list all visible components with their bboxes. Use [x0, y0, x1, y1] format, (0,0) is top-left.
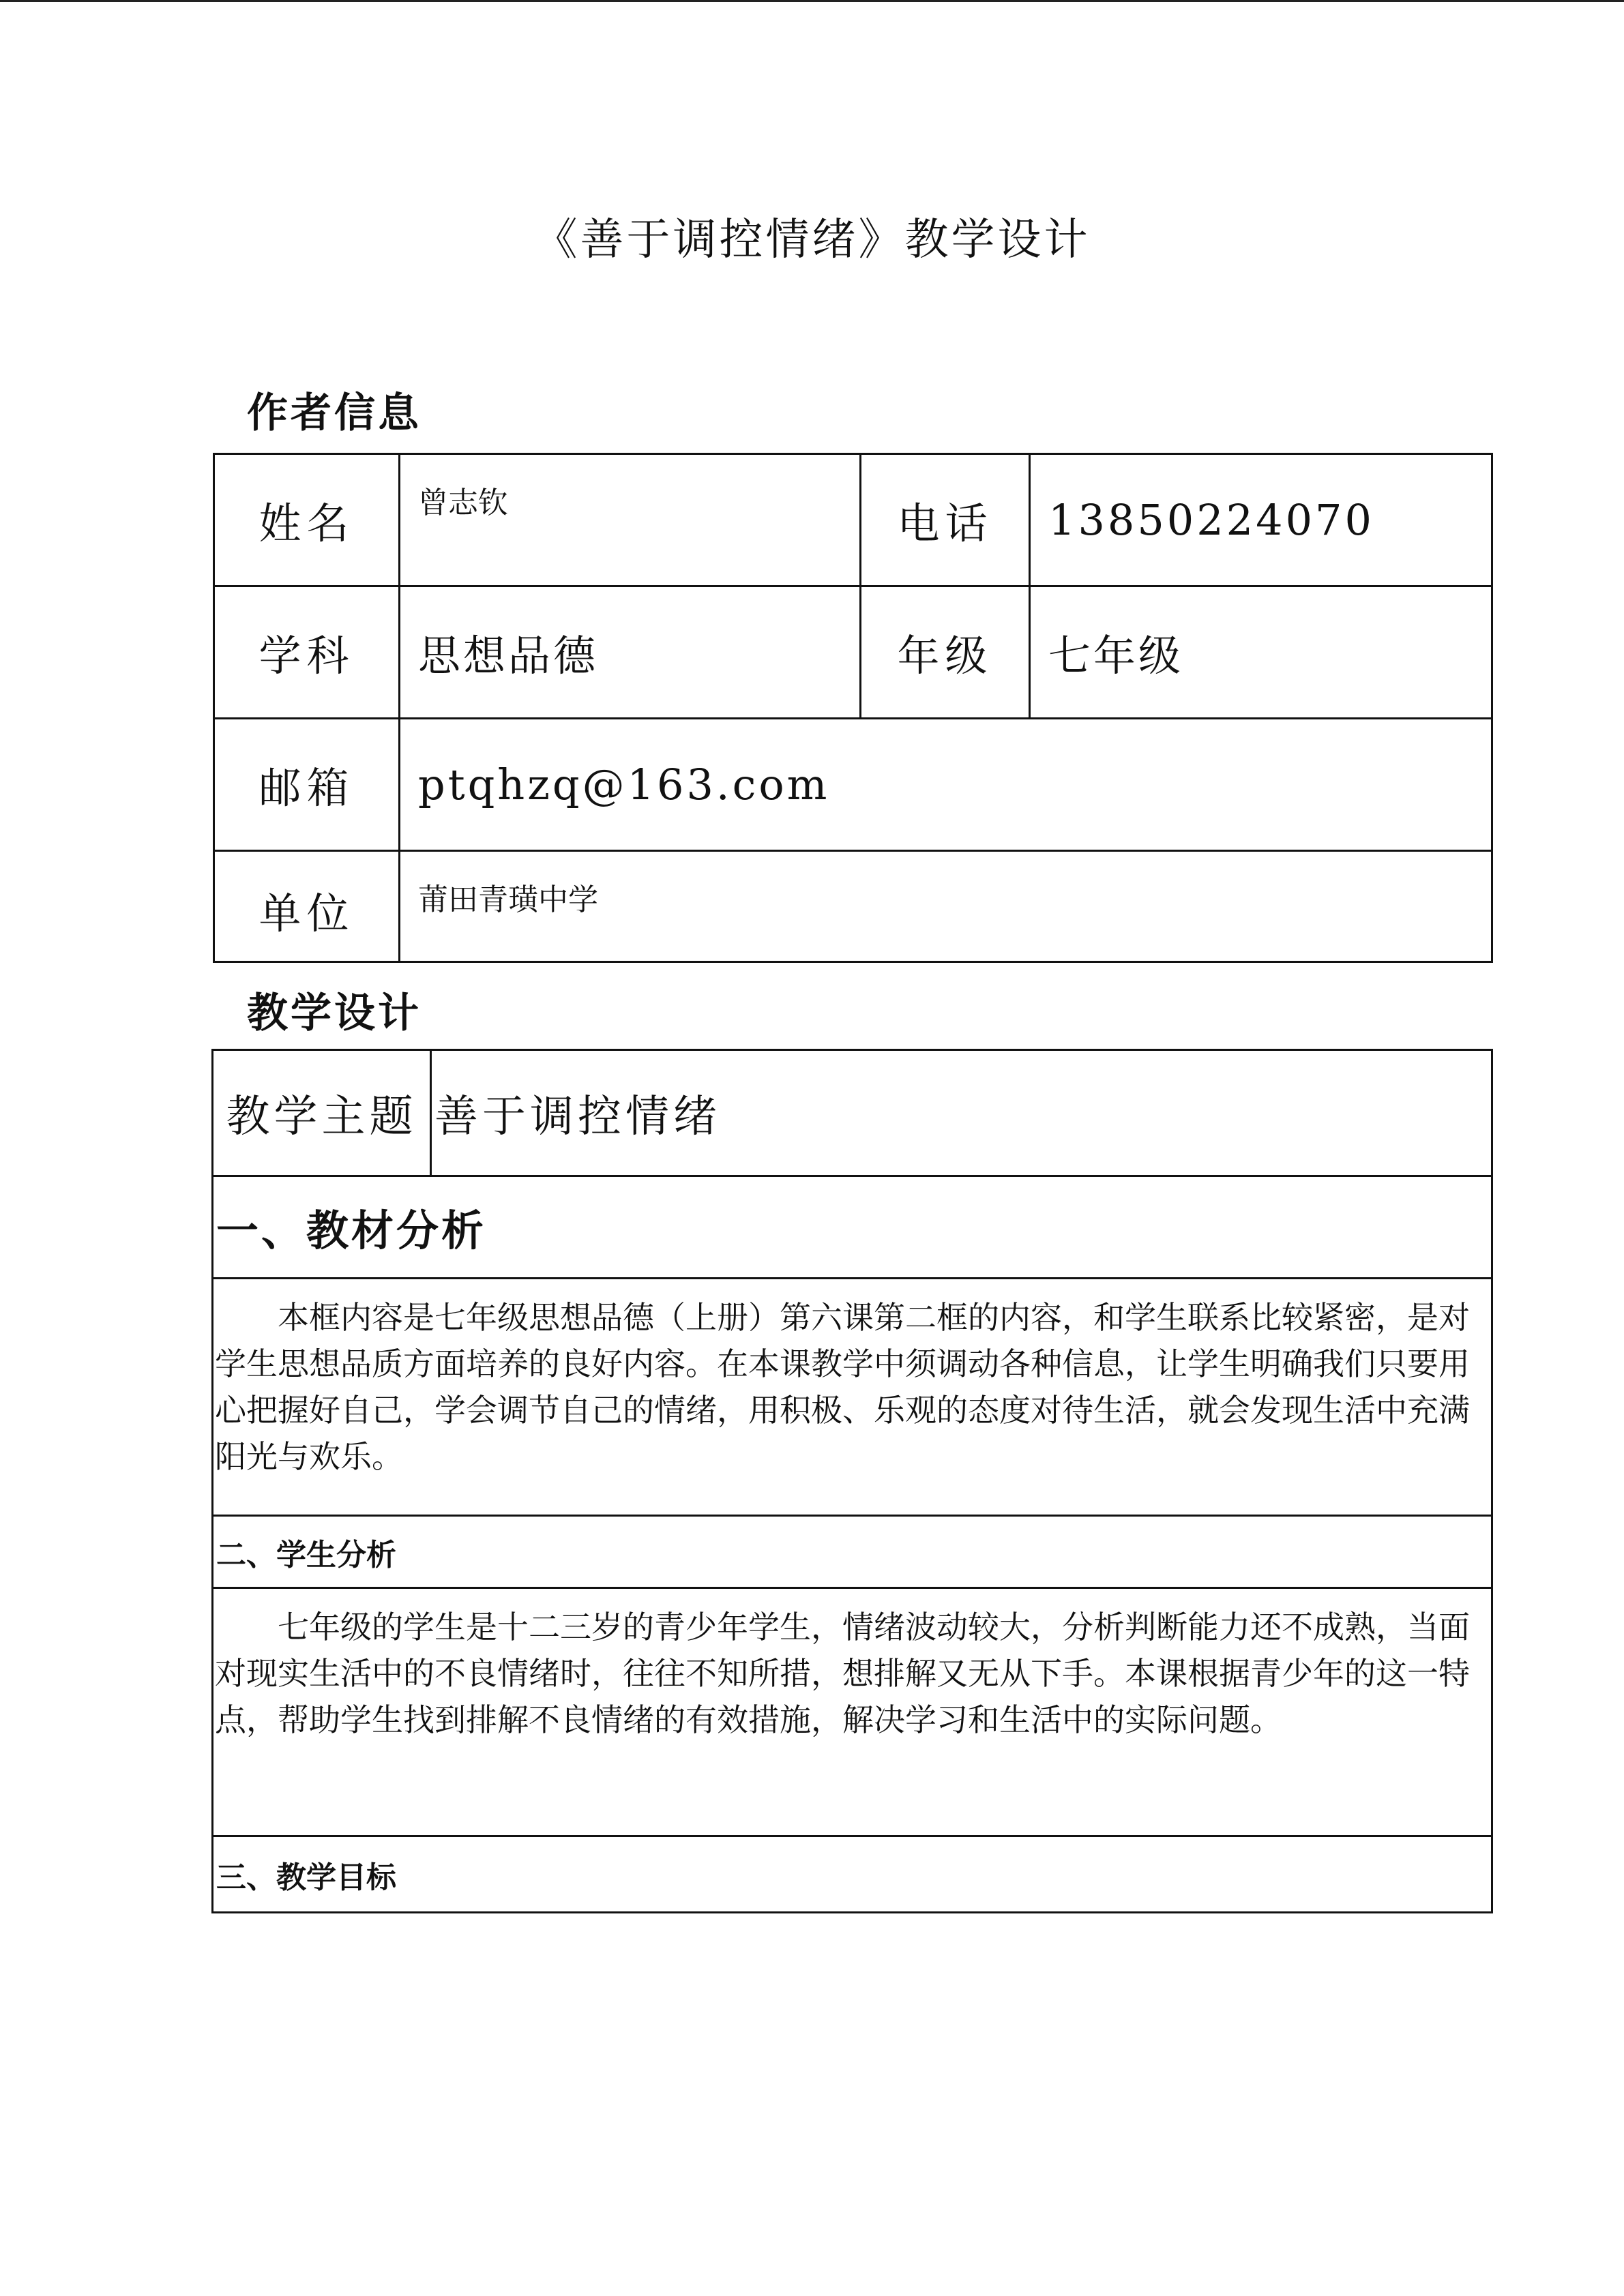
textbook-analysis-text: 本框内容是七年级思想品德（上册）第六课第二框的内容，和学生联系比较紧密，是对学生思想品质方面培养的良好内容。在本课教学中须调动各种信息，让学生明确我们只要用心把握好自己，学会调节自己的情绪，用积极、乐观的态度对待生活，就会发现生活中充满阳光与欢乐。 — [213, 1279, 1492, 1516]
theme-row — [213, 1050, 1492, 1176]
student-heading-row — [213, 1516, 1492, 1588]
goal-heading-row — [213, 1836, 1492, 1913]
name-value: 曾志钦 — [400, 454, 861, 586]
name-label: 姓名 — [214, 454, 400, 586]
author-info-table — [213, 453, 1493, 963]
student-text-row — [213, 1588, 1492, 1836]
textbook-heading-row — [213, 1176, 1492, 1279]
author-row-email — [214, 719, 1492, 851]
phone-label: 电话 — [861, 454, 1030, 586]
unit-label: 单位 — [214, 851, 400, 962]
grade-value: 七年级 — [1030, 586, 1492, 719]
theme-label: 教学主题 — [213, 1050, 431, 1176]
document-title: 《善于调控情绪》教学设计 — [533, 215, 1091, 265]
student-analysis-heading: 二、学生分析 — [213, 1516, 1492, 1588]
unit-value: 莆田青璜中学 — [400, 851, 1492, 962]
grade-label: 年级 — [861, 586, 1030, 719]
subject-label: 学科 — [214, 586, 400, 719]
textbook-analysis-heading: 一、教材分析 — [213, 1176, 1492, 1279]
author-info-heading: 作者信息 — [247, 389, 422, 437]
top-border-line — [0, 0, 1624, 2]
teaching-design-table — [211, 1049, 1493, 1913]
email-value: ptqhzq@163.com — [400, 719, 1492, 851]
author-row-name-phone — [214, 454, 1492, 586]
phone-value: 13850224070 — [1030, 454, 1492, 586]
student-analysis-text: 七年级的学生是十二三岁的青少年学生，情绪波动较大，分析判断能力还不成熟，当面对现实生活中的不良情绪时，往往不知所措，想排解又无从下手。本课根据青少年的这一特点，帮助学生找到排解不良情绪的有效措施，解决学习和生活中的实际问题。 — [213, 1588, 1492, 1836]
author-row-unit — [214, 851, 1492, 962]
teaching-design-heading: 教学设计 — [247, 989, 422, 1037]
email-label: 邮箱 — [214, 719, 400, 851]
subject-value: 思想品德 — [400, 586, 861, 719]
author-row-subject-grade — [214, 586, 1492, 719]
textbook-text-row — [213, 1279, 1492, 1516]
theme-value: 善于调控情绪 — [431, 1050, 1492, 1176]
teaching-goal-heading: 三、教学目标 — [213, 1836, 1492, 1913]
